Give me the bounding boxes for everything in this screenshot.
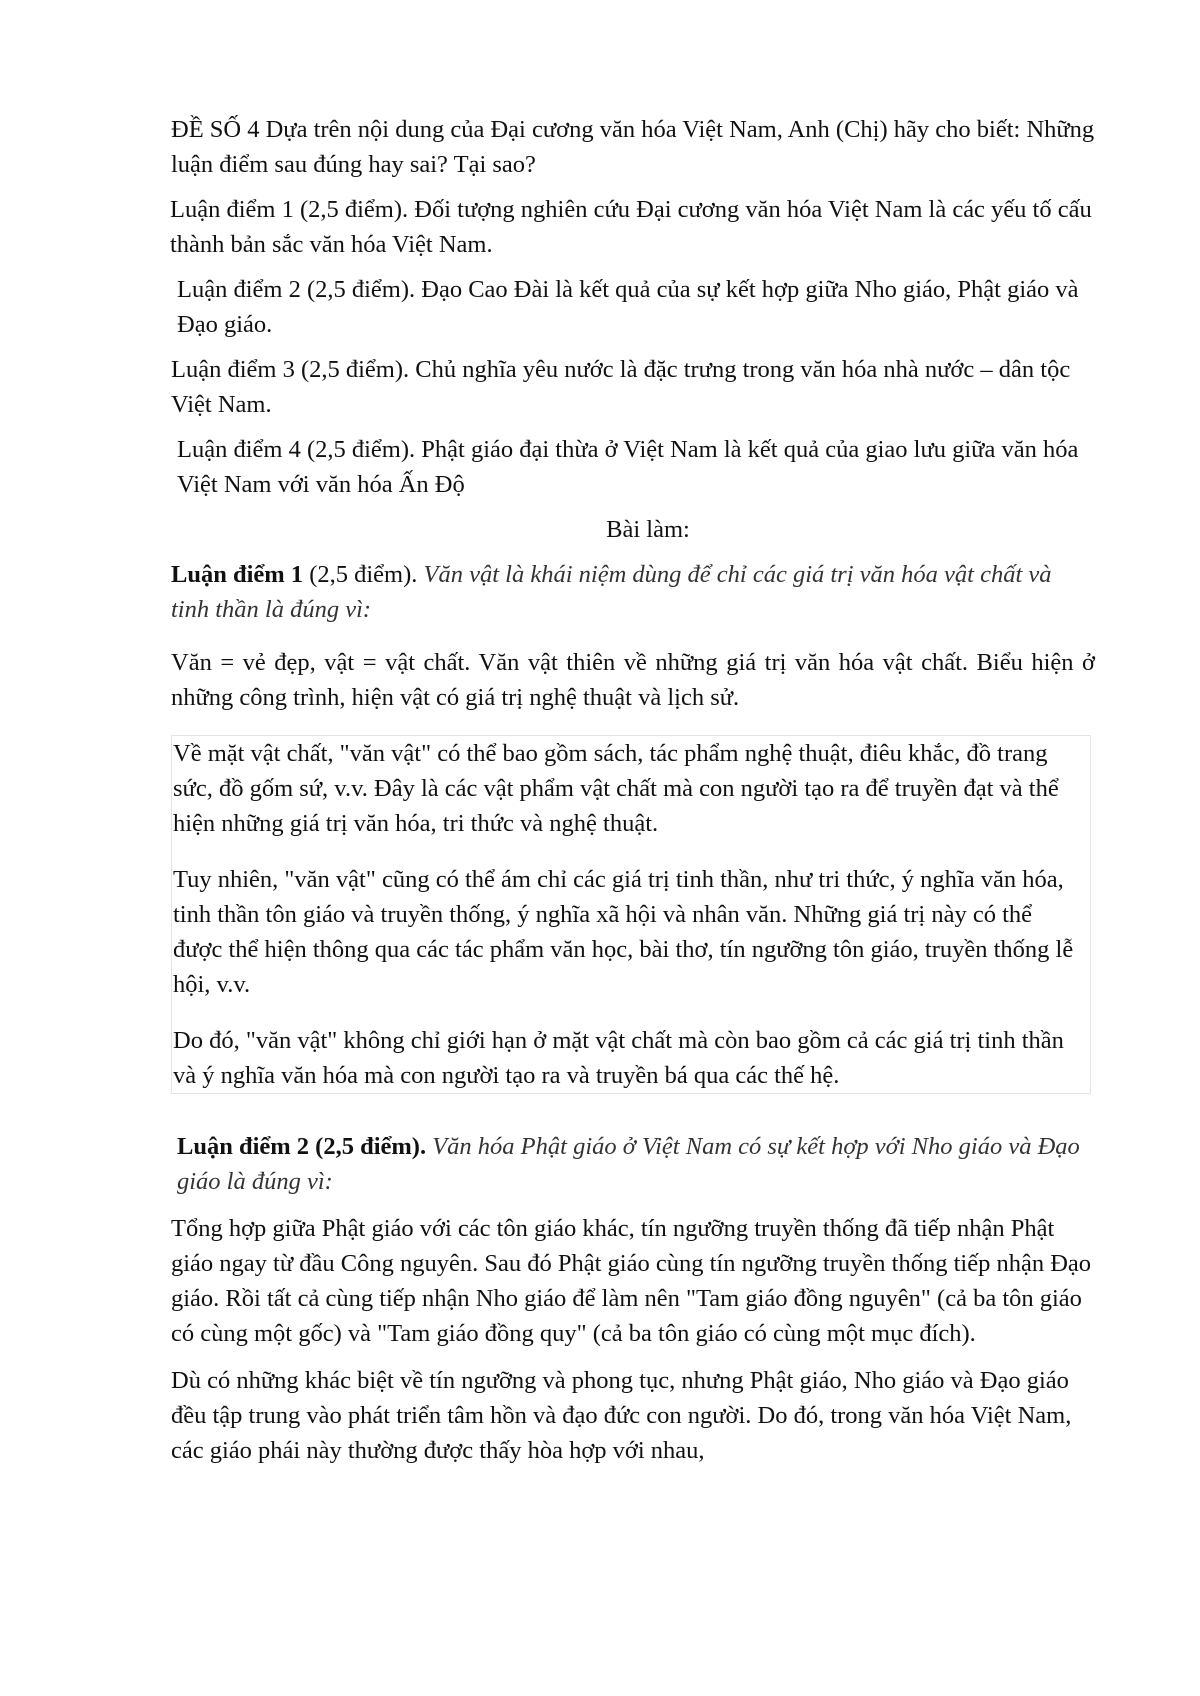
answer-point-2-heading (171, 1129, 1095, 1199)
answer-point-1-label: Luận điểm 1 (171, 561, 304, 588)
exam-point-4: Luận điểm 4 (2,5 điểm). Phật giáo đại thừa ở Việt Nam là kết quả của giao lưu giữa văn hóa Việt Nam với văn hóa Ấn Độ (177, 436, 1079, 498)
quote-paragraph-1: Về mặt vật chất, "văn vật" có thể bao gồm sách, tác phẩm nghệ thuật, điêu khắc, đồ trang sức, đồ gốm sứ, v.v. Đây là các vật phẩm vật chất mà con người tạo ra để truyền đạt và thể hiện những giá trị văn hóa, tri thức và nghệ thuật. (173, 740, 1059, 837)
answer-point-2-paragraph-1: Tổng hợp giữa Phật giáo với các tôn giáo khác, tín ngưỡng truyền thống đã tiếp nhận Phật giáo ngay từ đầu Công nguyên. Sau đó Phật giáo cùng tín ngưỡng truyền thống tiếp nhận Đạo giáo. Rồi tất cả cùng tiếp nhận Nho giáo để làm nên "Tam giáo đồng nguyên" (cả ba tôn giáo có cùng một gốc) và "Tam giáo đồng quy" (cả ba tôn giáo có cùng một mục đích). (171, 1215, 1092, 1347)
exam-point-1: Luận điểm 1 (2,5 điểm). Đối tượng nghiên cứu Đại cương văn hóa Việt Nam là các yếu tố cấu thành bản sắc văn hóa Việt Nam. (170, 196, 1092, 258)
answer-point-1-claim: Văn vật là khái niệm dùng để chỉ các giá trị văn hóa vật chất và tinh thần là đúng vì: (171, 561, 1052, 623)
exam-point-2: Luận điểm 2 (2,5 điểm). Đạo Cao Đài là kết quả của sự kết hợp giữa Nho giáo, Phật giáo và Đạo giáo. (177, 276, 1079, 338)
quote-paragraph-2: Tuy nhiên, "văn vật" cũng có thể ám chỉ các giá trị tinh thần, như tri thức, ý nghĩa văn hóa, tinh thần tôn giáo và truyền thống, ý nghĩa xã hội và nhân văn. Những giá trị này có thể được thể hiện thông qua các tác phẩm văn học, bài thơ, tín ngưỡng tôn giáo, truyền thống lễ hội, v.v. (173, 866, 1074, 998)
answer-point-2-paragraph-2: Dù có những khác biệt về tín ngưỡng và phong tục, nhưng Phật giáo, Nho giáo và Đạo giáo đều tập trung vào phát triển tâm hồn và đạo đức con người. Do đó, trong văn hóa Việt Nam, các giáo phái này thường được thấy hòa hợp với nhau, (171, 1367, 1072, 1464)
exam-intro: ĐỀ SỐ 4 Dựa trên nội dung của Đại cương văn hóa Việt Nam, Anh (Chị) hãy cho biết: Những luận điểm sau đúng hay sai? Tại sao? (171, 116, 1095, 178)
answer-point-1-body: Văn = vẻ đẹp, vật = vật chất. Văn vật thiên về những giá trị văn hóa vật chất. Biểu hiện ở những công trình, hiện vật có giá trị nghệ thuật và lịch sử. (171, 649, 1095, 711)
answer-point-2-label: Luận điểm 2 (2,5 điểm). (177, 1133, 427, 1160)
answer-point-2-claim: Văn hóa Phật giáo ở Việt Nam có sự kết hợp với Nho giáo và Đạo giáo là đúng vì: (177, 1133, 1080, 1195)
answer-point-1-heading (171, 557, 1095, 627)
quote-paragraph-3: Do đó, "văn vật" không chỉ giới hạn ở mặt vật chất mà còn bao gồm cả các giá trị tinh thần và ý nghĩa văn hóa mà con người tạo ra và truyền bá qua các thế hệ. (173, 1027, 1064, 1089)
document-page (171, 112, 1095, 1480)
answer-point-1-score: (2,5 điểm). (303, 561, 424, 588)
answer-title: Bài làm: (606, 516, 690, 543)
quoted-explanation-box (171, 735, 1091, 1094)
exam-point-3: Luận điểm 3 (2,5 điểm). Chủ nghĩa yêu nước là đặc trưng trong văn hóa nhà nước – dân tộc Việt Nam. (171, 356, 1071, 418)
